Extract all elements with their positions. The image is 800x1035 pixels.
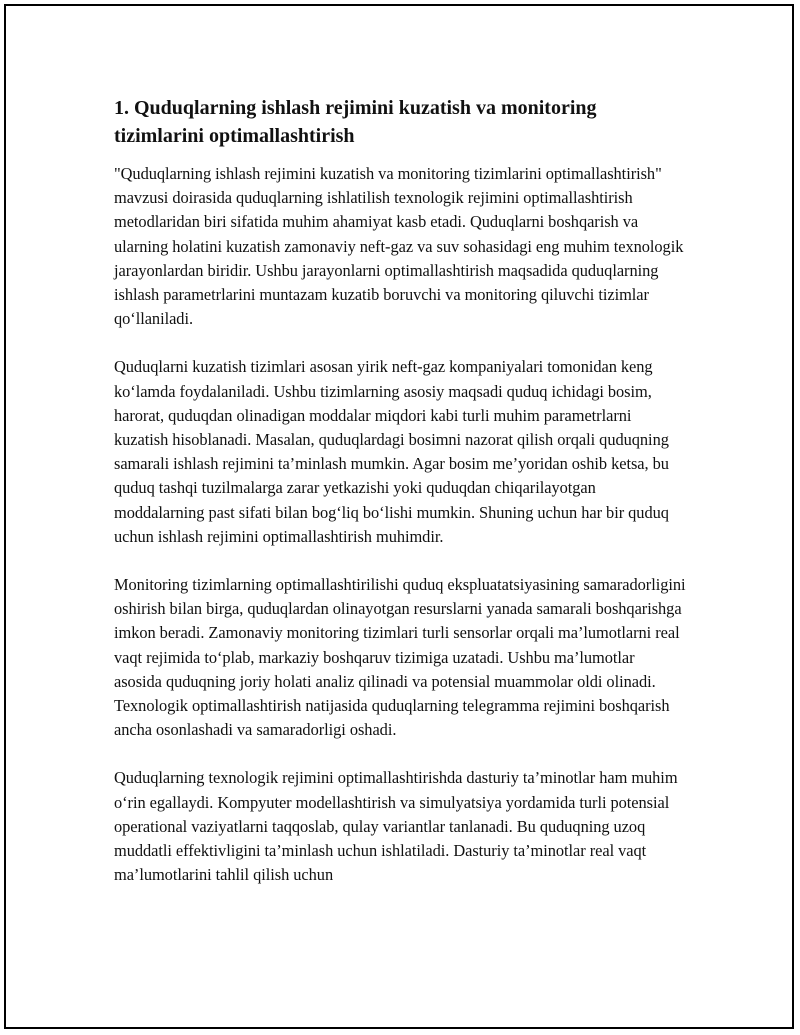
paragraph: "Quduqlarning ishlash rejimini kuzatish va monitoring tizimlarini optimallashtirish" mavzusi doirasida quduqlarning ishlatilish texnologik rejimini optimallashtirish metodlaridan biri sifatida muhim ahamiyat kasb etadi. Quduqlarni boshqarish va ularning holatini kuzatish zamonaviy neft-gaz va suv sohasidagi eng muhim texnologik jarayonlardan biridir. Ushbu jarayonlarni optimallashtirish maqsadida quduqlarning ishlash parametrlarini muntazam kuzatib boruvchi va monitoring qiluvchi tizimlar qo‘llaniladi. <box>114 164 684 329</box>
paragraph: Quduqlarni kuzatish tizimlari asosan yirik neft-gaz kompaniyalari tomonidan keng ko‘lamda foydalaniladi. Ushbu tizimlarning asosiy maqsadi quduq ichidagi bosim, harorat, quduqdan olinadigan moddalar miqdori kabi turli muhim parametrlarni kuzatish hisoblanadi. Masalan, quduqlardagi bosimni nazorat qilish orqali quduqning samarali ishlash rejimini ta’minlash mumkin. Agar bosim me’yoridan oshib ketsa, bu quduq tashqi tuzilmalarga zarar yetkazishi yoki quduqdan chiqarilayotgan moddalarning past sifati bilan bog‘liq bo‘lishi mumkin. Shuning uchun har bir quduq uchun ishlash rejimini optimallashtirish muhimdir. <box>114 357 669 546</box>
document-body <box>114 94 686 911</box>
paragraph: Monitoring tizimlarning optimallashtirilishi quduq ekspluatatsiyasining samaradorligini oshirish bilan birga, quduqlardan olinayotgan resurslarni yanada samarali boshqarishga imkon beradi. Zamonaviy monitoring tizimlari turli sensorlar orqali ma’lumotlarni real vaqt rejimida to‘plab, markaziy boshqaruv tizimiga uzatadi. Ushbu ma’lumotlar asosida quduqning joriy holati analiz qilinadi va potensial muammolar oldi olinadi. Texnologik optimallashtirish natijasida quduqlarning telegramma rejimini boshqarish ancha osonlashadi va samaradorligi oshadi. <box>114 575 686 740</box>
paragraph: Quduqlarning texnologik rejimini optimallashtirishda dasturiy ta’minotlar ham muhim o‘rin egallaydi. Kompyuter modellashtirish va simulyatsiya yordamida turli potensial operational vaziyatlarni taqqoslab, qulay variantlar tanlanadi. Bu quduqning uzoq muddatli effektivligini ta’minlash uchun ishlatiladi. Dasturiy ta’minotlar real vaqt ma’lumotlarini tahlil qilish uchun <box>114 768 678 885</box>
section-heading: 1. Quduqlarning ishlash rejimini kuzatish va monitoring tizimlarini optimallashtirish <box>114 97 597 147</box>
